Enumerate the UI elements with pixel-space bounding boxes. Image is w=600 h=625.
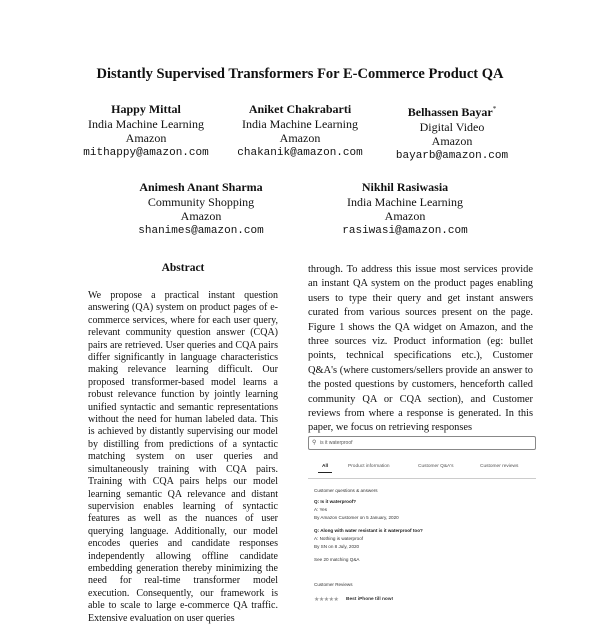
author-block-5: [320, 180, 490, 238]
author-affiliation: Digital Video: [419, 119, 485, 134]
widget-tab-all: All: [322, 464, 329, 469]
author-name-text: Belhassen Bayar: [407, 105, 493, 119]
author-name: [372, 102, 532, 120]
qa-widget-figure: [308, 436, 536, 606]
author-block-3: [372, 102, 532, 163]
widget-tab-customer-qa: Customer Q&A's: [418, 464, 454, 469]
author-email[interactable]: rasiwasi@amazon.com: [342, 224, 468, 237]
widget-search-text: is it waterproof: [320, 440, 353, 446]
author-affiliation: Community Shopping: [147, 194, 255, 209]
widget-tab-customer-reviews: Customer reviews: [480, 464, 519, 469]
author-email[interactable]: shanimes@amazon.com: [138, 224, 264, 237]
author-org: Amazon: [431, 134, 473, 148]
author-email[interactable]: chakanik@amazon.com: [237, 146, 363, 159]
author-block-2: [220, 102, 380, 160]
search-icon: ⚲: [312, 440, 317, 446]
abstract-text: We propose a practical instant question answering (QA) system on product pages of e-commerce services, where for each user query, relevant community question answer (CQA) pairs are retrieved. User queries and CQA pairs differ significantly in language characteristics making relevance learning difficult. Our proposed transformer-based model learns a robust relevance function by jointly learning unified syntactic and semantic representations without the need for human labeled data. This is achieved by distantly supervising our model by distilling from predictions of a syntactic matching system on user queries and simultaneously training with CQA pairs. Training with CQA pairs helps our model learning semantic QA relevance and distant supervision enables learning of syntactic features as well as the nuances of user querying language. Additionally, our model encodes queries and candidate responses independently allowing offline candidate embedding generation thereby minimizing the need for real-time transformer model execution. Consequently, our framework is able to scale to large e-commerce QA traffic. Extensive evaluation on user queries: [88, 290, 278, 624]
widget-section-qa-title: Customer questions & answers: [314, 488, 378, 493]
widget-search-box: [308, 436, 536, 450]
abstract-heading: Abstract: [161, 262, 205, 274]
author-email[interactable]: bayarb@amazon.com: [395, 149, 509, 162]
widget-question-2: Q: Along with water resistant is it waterproof too?: [314, 528, 423, 533]
author-name: Animesh Anant Sharma: [139, 180, 263, 194]
author-email[interactable]: mithappy@amazon.com: [83, 146, 209, 159]
author-name: Aniket Chakrabarti: [248, 102, 352, 116]
widget-answer-1-meta: By Amazon Customer on 5 January, 2020: [314, 515, 399, 520]
author-org: Amazon: [279, 131, 321, 145]
author-affiliation: India Machine Learning: [347, 194, 463, 209]
widget-answer-2: A: Nothing is waterproof: [314, 536, 364, 541]
widget-divider: [308, 478, 536, 479]
author-org: Amazon: [384, 209, 426, 223]
widget-question-1: Q: Is it waterproof?: [314, 499, 357, 504]
widget-answer-2-meta: By SN on 8 July, 2020: [314, 544, 360, 549]
author-org: Amazon: [180, 209, 222, 223]
author-org: Amazon: [125, 131, 167, 145]
widget-see-more: See 20 matching Q&A: [314, 557, 360, 562]
widget-answer-1: A: Yes: [314, 507, 328, 512]
author-block-4: [116, 180, 286, 238]
intro-text: through. To address this issue most services provide an instant QA system on the product pages enabling users to type their query and get instant answers curated from various sources present on the page. Figure 1 shows the QA widget on Amazon, and the three sources viz. Product information (eg: bullet points, technical specifications etc.), Customer Q&A's (where customers/sellers provide an answer to the posted questions by customers, henceforth called community QA or CQA section), and Customer reviews from where a response is generated. In this paper, we focus on retrieving responses: [308, 264, 533, 434]
widget-review-title: Best iPhone till now!: [346, 597, 394, 602]
widget-tabs: [308, 464, 536, 473]
paper-title: Distantly Supervised Transformers For E-Commerce Product QA: [96, 66, 504, 82]
widget-section-reviews-title: Customer Reviews: [314, 582, 353, 587]
author-name: Happy Mittal: [111, 102, 181, 116]
author-affiliation: India Machine Learning: [242, 116, 358, 131]
author-block-1: [66, 102, 226, 160]
active-tab-underline: [318, 472, 332, 473]
author-footnote-marker: *: [492, 105, 497, 113]
star-rating-icon: ★★★★★: [314, 597, 339, 603]
widget-tab-product-info: Product information: [348, 464, 390, 469]
author-name: Nikhil Rasiwasia: [361, 180, 449, 194]
author-affiliation: India Machine Learning: [88, 116, 204, 131]
